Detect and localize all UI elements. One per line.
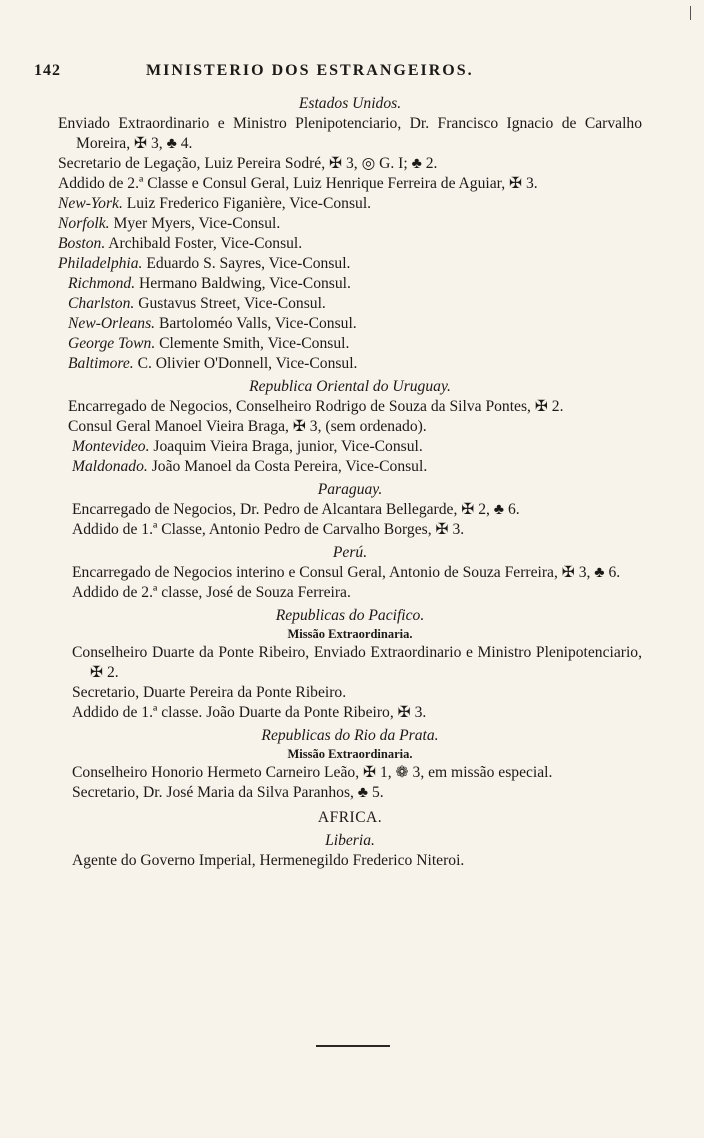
entry-consul-baltimore xyxy=(68,354,642,374)
place-name: George Town. xyxy=(68,335,156,352)
consul-name: Gustavus Street, Vice-Consul. xyxy=(134,295,326,312)
section-title-uruguay: Republica Oriental do Uruguay. xyxy=(249,378,451,395)
entry-consul-new-york xyxy=(58,194,642,214)
section-title-rio-da-prata: Republicas do Rio da Prata. xyxy=(261,727,439,744)
place-name: Montevideo. xyxy=(72,438,150,455)
place-name: Richmond. xyxy=(68,275,136,292)
entry-secretario-pacifico: Secretario, Duarte Pereira da Ponte Ribeiro. xyxy=(72,684,347,701)
entry-encarregado-uruguay: Encarregado de Negocios, Conselheiro Rodrigo de Souza da Silva Pontes, ✠ 2. xyxy=(68,398,564,415)
entry-consul-geral-uruguay: Consul Geral Manoel Vieira Braga, ✠ 3, (sem ordenado). xyxy=(68,418,427,435)
section-title-paraguay: Paraguay. xyxy=(317,481,383,498)
place-name: New-Orleans. xyxy=(68,315,156,332)
entry-consul-norfolk xyxy=(58,214,642,234)
entry-secretario: Secretario de Legação, Luiz Pereira Sodré, ✠ 3, ◎ G. I; ♣ 2. xyxy=(58,155,438,172)
entry-conselheiro-pacifico: Conselheiro Duarte da Ponte Ribeiro, Enviado Extraordinario e Ministro Plenipotenciario, ✠ 2. xyxy=(72,644,642,681)
place-name: Maldonado. xyxy=(72,458,148,475)
entry-encarregado-paraguay: Encarregado de Negocios, Dr. Pedro de Alcantara Bellegarde, ✠ 2, ♣ 6. xyxy=(72,501,520,518)
entry-consul-montevideo xyxy=(72,437,642,457)
section-title-estados-unidos: Estados Unidos. xyxy=(298,95,402,112)
entry-agente-liberia: Agente do Governo Imperial, Hermenegildo Frederico Niteroi. xyxy=(72,852,465,869)
entry-enviado: Enviado Extraordinario e Ministro Plenipotenciario, Dr. Francisco Ignacio de Carvalho Moreira, ✠ 3, ♣ 4. xyxy=(58,115,642,152)
place-name: Baltimore. xyxy=(68,355,134,372)
entry-consul-richmond xyxy=(68,274,642,294)
place-name: Philadelphia. xyxy=(58,255,143,272)
entry-consul-new-orleans xyxy=(68,314,642,334)
consul-name: Myer Myers, Vice-Consul. xyxy=(109,215,281,232)
entry-consul-charlston xyxy=(68,294,642,314)
consul-name: C. Olivier O'Donnell, Vice-Consul. xyxy=(133,355,358,372)
entry-addido-pacifico: Addido de 1.ª classe. João Duarte da Ponte Ribeiro, ✠ 3. xyxy=(72,704,427,721)
closing-rule xyxy=(316,1045,390,1047)
place-name: Charlston. xyxy=(68,295,135,312)
page-body xyxy=(58,94,642,871)
entry-consul-boston xyxy=(58,234,642,254)
place-name: New-York. xyxy=(58,195,123,212)
entry-consul-george-town xyxy=(68,334,642,354)
consul-name: Bartoloméo Valls, Vice-Consul. xyxy=(155,315,357,332)
consul-name: Hermano Baldwing, Vice-Consul. xyxy=(135,275,351,292)
section-title-pacifico: Republicas do Pacifico. xyxy=(275,607,425,624)
entry-addido-peru: Addido de 2.ª classe, José de Souza Ferreira. xyxy=(72,584,351,601)
consul-name: Archibald Foster, Vice-Consul. xyxy=(105,235,303,252)
entry-encarregado-peru: Encarregado de Negocios interino e Consul Geral, Antonio de Souza Ferreira, ✠ 3, ♣ 6. xyxy=(72,564,621,581)
consul-name: João Manoel da Costa Pereira, Vice-Consul. xyxy=(147,458,428,475)
entry-secretario-prata: Secretario, Dr. José Maria da Silva Paranhos, ♣ 5. xyxy=(72,784,384,801)
consul-name: Clemente Smith, Vice-Consul. xyxy=(155,335,350,352)
place-name: Norfolk. xyxy=(58,215,110,232)
entry-addido-paraguay: Addido de 1.ª Classe, Antonio Pedro de Carvalho Borges, ✠ 3. xyxy=(72,521,465,538)
section-subtitle-rio-da-prata: Missão Extraordinaria. xyxy=(287,747,413,761)
consul-name: Luiz Frederico Figanière, Vice-Consul. xyxy=(122,195,372,212)
section-title-peru: Perú. xyxy=(332,544,368,561)
place-name: Boston. xyxy=(58,235,106,252)
margin-mark xyxy=(690,6,691,20)
section-heading-africa: AFRICA. xyxy=(317,809,383,826)
section-title-liberia: Liberia. xyxy=(325,832,375,849)
consul-name: Eduardo S. Sayres, Vice-Consul. xyxy=(142,255,351,272)
entry-conselheiro-prata: Conselheiro Honorio Hermeto Carneiro Leão, ✠ 1, ❁ 3, em missão especial. xyxy=(72,764,553,781)
entry-consul-philadelphia xyxy=(58,254,642,274)
section-subtitle-pacifico: Missão Extraordinaria. xyxy=(287,627,413,641)
page-number: 142 xyxy=(34,62,61,79)
running-title: MINISTERIO DOS ESTRANGEIROS. xyxy=(146,62,474,79)
entry-consul-maldonado xyxy=(72,457,642,477)
entry-addido-consul: Addido de 2.ª Classe e Consul Geral, Luiz Henrique Ferreira de Aguiar, ✠ 3. xyxy=(58,175,538,192)
consul-name: Joaquim Vieira Braga, junior, Vice-Consul. xyxy=(149,438,423,455)
